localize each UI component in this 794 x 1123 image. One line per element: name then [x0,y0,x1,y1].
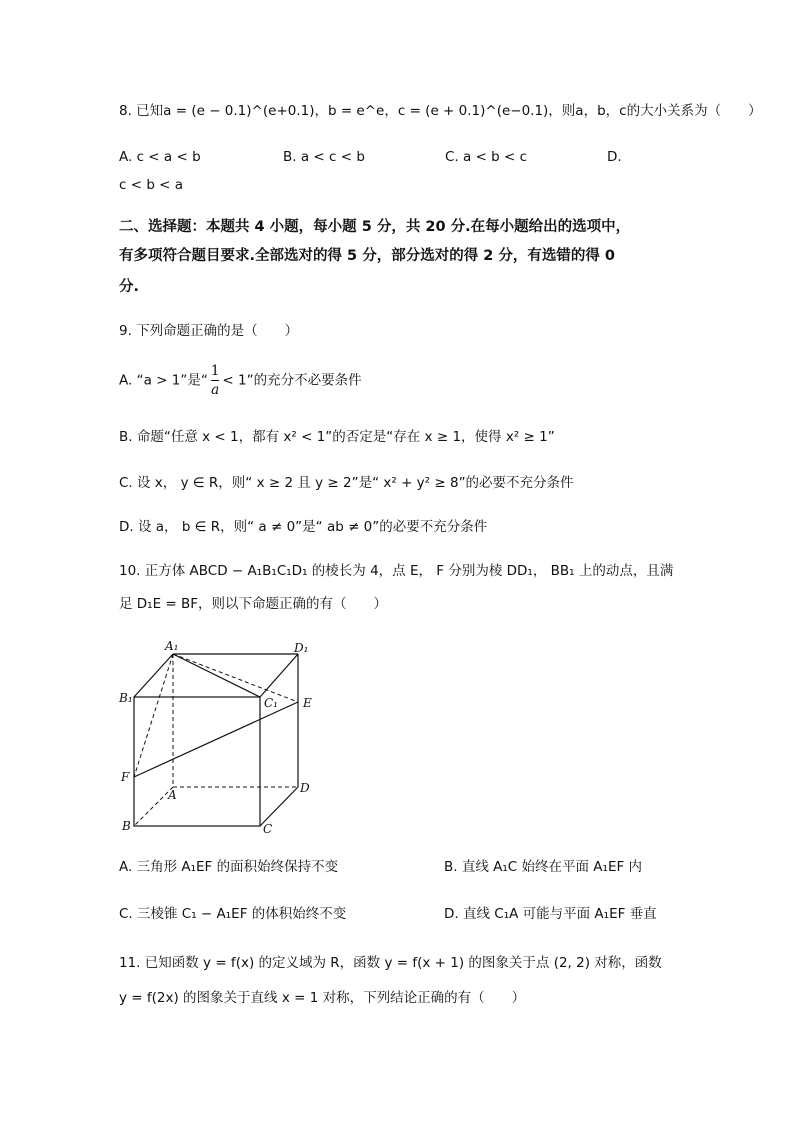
q9-option-d: D. 设 a， b ∈ R，则“ a ≠ 0”是“ ab ≠ 0”的必要不充分条件 [119,519,488,535]
q9-a-numerator: 1 [210,363,220,379]
label-b1: B₁ [119,691,133,705]
q9-a-fraction [211,362,220,399]
label-a: A [168,788,177,802]
q8-option-d: D. [607,149,622,165]
q8-option-c: C. a < b < c [445,149,528,165]
segment-a1-c1 [173,654,260,697]
label-e: E [303,696,312,710]
edge-a1-b1 [134,654,173,697]
q10-stem-line-2: 足 D₁E = BF，则以下命题正确的有（ ） [119,596,388,612]
q8-option-d-content: c < b < a [119,177,184,193]
q9-stem: 9. 下列命题正确的是（ ） [119,323,299,339]
edge-d-c [260,787,298,826]
edge-d1-c1 [260,654,298,697]
q11-stem-line-2: y = f(2x) 的图象关于直线 x = 1 对称，下列结论正确的有（ ） [119,990,526,1006]
q11-stem-line-1: 11. 已知函数 y = f(x) 的定义域为 R，函数 y = f(x + 1) 的图象关于点 (2, 2) 对称，函数 [119,955,662,971]
q9-option-c: C. 设 x， y ∈ R，则“ x ≥ 2 且 y ≥ 2”是“ x² + y² ≥ 8”的必要不充分条件 [119,475,574,491]
q10-stem-line-1: 10. 正方体 ABCD − A₁B₁C₁D₁ 的棱长为 4，点 E， F 分别为棱 DD₁， BB₁ 上的动点，且满 [119,563,674,579]
label-d1: D₁ [294,641,309,655]
q9-option-b: B. 命题“任意 x < 1，都有 x² < 1”的否定是“存在 x ≥ 1，使得 x² ≥ 1” [119,429,555,445]
q8-stem: 8. 已知a = (e − 0.1)^(e+0.1)，b = e^e，c = (e + 0.1)^(e−0.1)，则a，b，c的大小关系为（ ） [119,103,762,119]
q8-option-a: A. c < a < b [119,149,201,165]
cube-figure [110,630,330,845]
label-f: F [121,770,130,784]
q9-a-prefix: A. “a > 1”是“ [119,372,208,389]
label-d: D [300,781,310,795]
q10-option-a: A. 三角形 A₁EF 的面积始终保持不变 [119,859,339,875]
q10-option-d: D. 直线 C₁A 可能与平面 A₁EF 垂直 [444,906,657,922]
label-a1: A₁ [165,639,179,653]
q10-option-b: B. 直线 A₁C 始终在平面 A₁EF 内 [444,859,643,875]
label-c1: C₁ [264,696,278,710]
section-heading-line-2: 有多项符合题目要求.全部选对的得 5 分，部分选对的得 2 分，有选错的得 0 [119,248,616,264]
segment-a1-f [134,654,173,777]
label-c: C [263,822,273,836]
q8-option-b: B. a < c < b [283,149,365,165]
label-b: B [122,819,131,833]
q9-a-denominator: a [211,382,220,398]
q9-option-a [119,362,362,399]
segment-f-e [134,702,298,777]
section-heading-line-1: 二、选择题：本题共 4 小题，每小题 5 分，共 20 分.在每小题给出的选项中， [119,219,631,235]
q9-a-suffix: < 1”的充分不必要条件 [222,372,362,389]
segment-a1-e [173,654,298,702]
section-heading-line-3: 分. [119,279,140,295]
q10-option-c: C. 三棱锥 C₁ − A₁EF 的体积始终不变 [119,906,347,922]
